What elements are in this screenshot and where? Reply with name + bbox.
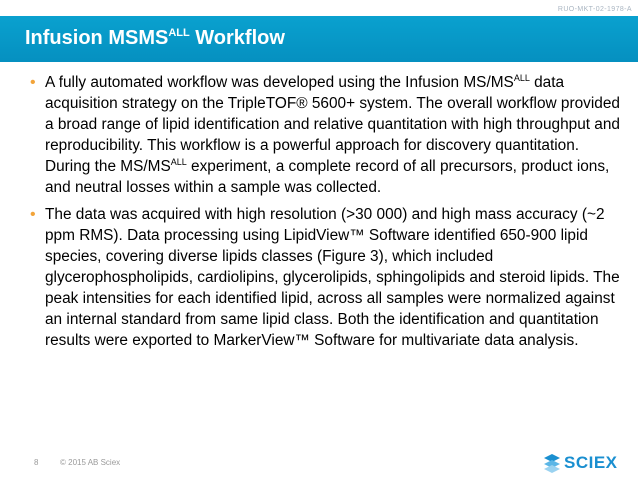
bullet-text-part: experiment, a complete record of all precursors, product ions, and neutral losses within a sample was collected. [45, 158, 610, 196]
superscript: ALL [170, 157, 187, 167]
bullet-list [30, 72, 620, 357]
title-superscript: ALL [168, 27, 190, 39]
logo-text: SCIEX [564, 453, 618, 472]
document-code: RUO-MKT-02-1978-A [557, 6, 632, 13]
sciex-logo [540, 450, 626, 474]
copyright: © 2015 AB Sciex [60, 458, 121, 467]
bullet-dot-icon: • [30, 206, 36, 223]
bullet-text: The data was acquired with high resolution (>30 000) and high mass accuracy (~2 ppm RMS). Data processing using LipidView™ Software identified 650-900 lipid species, covering diverse lipids classes (Figure 3), which included glycerophospholipids, cardiolipins, glycerolipids, sphingolipids and steroid lipids. The peak intensities for each identified lipid, across all samples were normalized against an internal standard from same lipid class. Both the identification and quantitation results were exported to MarkerView™ Software for multivariate data analysis. [45, 206, 620, 349]
page-number: 8 [34, 458, 39, 467]
bullet-text-part: data acquisition strategy on the TripleTOF® 5600+ system. The overall workflow provided a broad range of lipid identification and relative quantitation with high throughput and reproducibility. This workflow is a powerful approach for discovery quantitation. During the MS/MS [45, 74, 620, 175]
bullet-item [30, 204, 620, 351]
bullet-text-part: A fully automated workflow was developed using the Infusion MS/MS [45, 74, 514, 91]
footer [34, 458, 120, 467]
bullet-dot-icon: • [30, 74, 36, 91]
bullet-item [30, 72, 620, 198]
title-suffix: Workflow [189, 27, 285, 49]
logo-mark-icon [540, 450, 564, 474]
slide-title [25, 27, 285, 50]
superscript: ALL [513, 73, 530, 83]
title-bar [0, 16, 638, 62]
title-prefix: Infusion MSMS [25, 27, 169, 49]
